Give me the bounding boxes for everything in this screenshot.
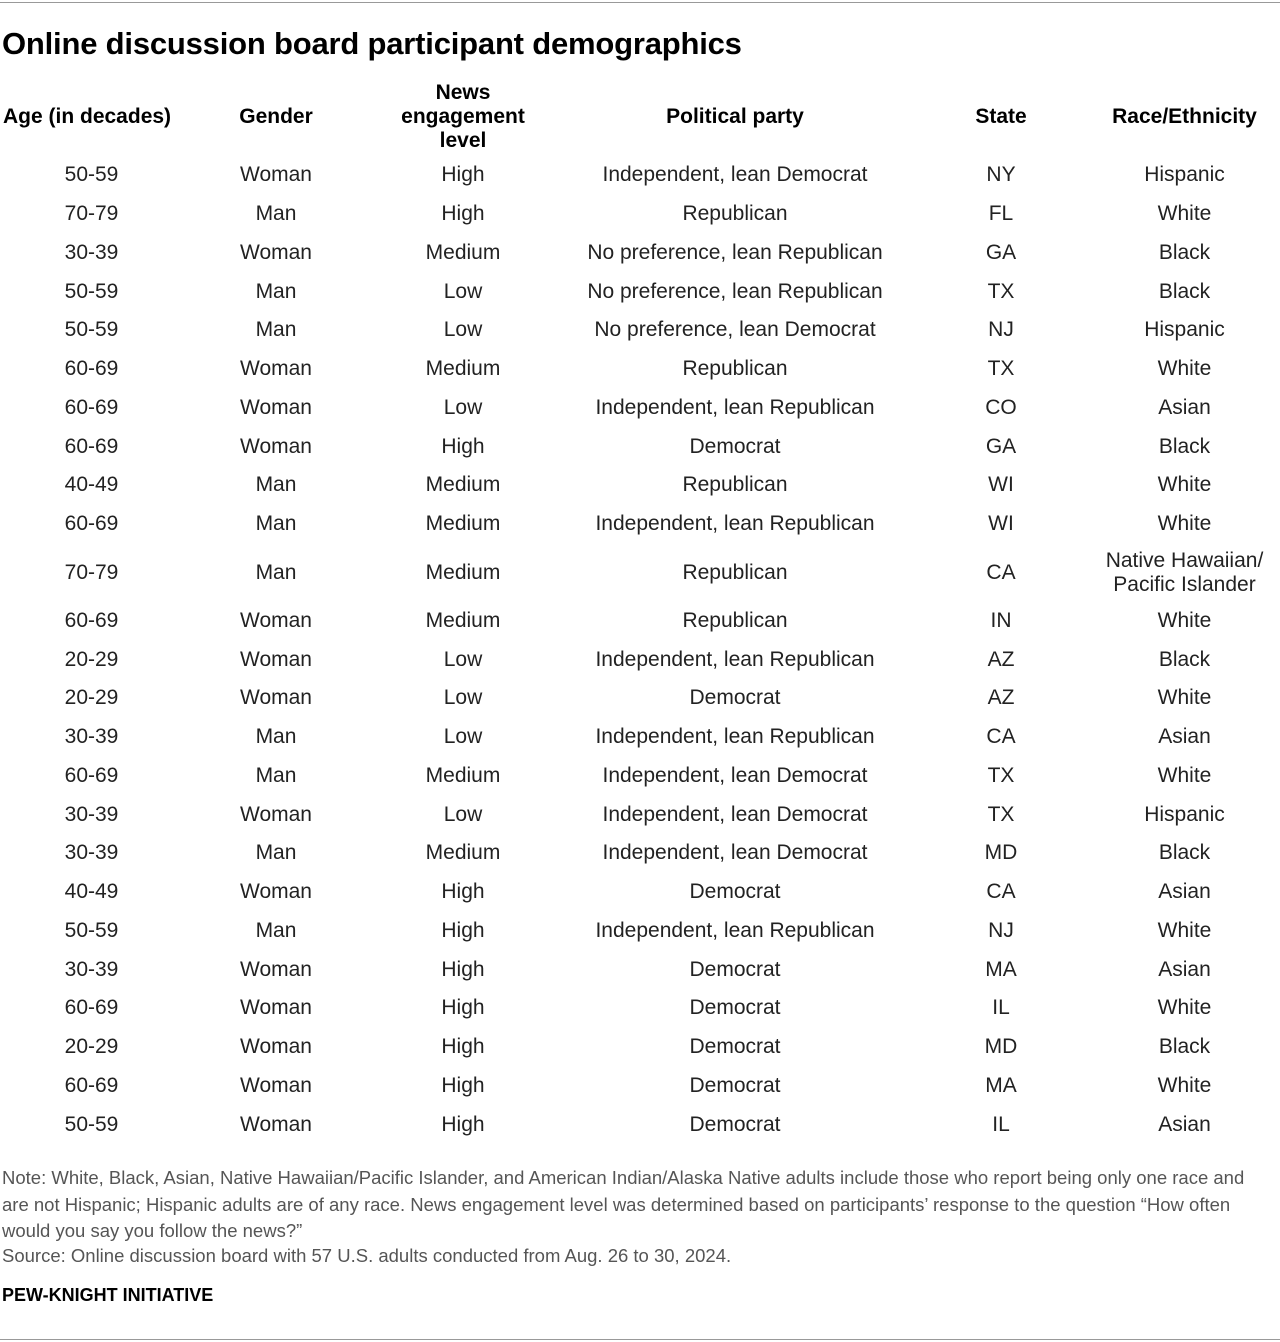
column-header-party: Political party (666, 105, 804, 128)
gender-cell: Woman (240, 686, 312, 710)
party-cell: Independent, lean Democrat (602, 841, 868, 865)
news-engagement-cell: High (441, 880, 485, 904)
column-header-news-engagement (369, 78, 557, 156)
party-cell: No preference, lean Republican (587, 279, 883, 303)
age-cell: 60-69 (64, 996, 119, 1020)
age-cell: 30-39 (64, 240, 119, 264)
gender-cell: Woman (240, 163, 312, 187)
age-cell: 30-39 (64, 802, 119, 826)
state-cell: TX (987, 802, 1015, 826)
column-header-race: Race/Ethnicity (1112, 105, 1257, 128)
gender-cell: Man (255, 918, 297, 942)
age-cell: 50-59 (64, 918, 119, 942)
age-cell: 60-69 (64, 763, 119, 787)
table-row (0, 234, 1280, 273)
age-cell: 20-29 (64, 647, 119, 671)
state-cell: MA (985, 1073, 1017, 1097)
news-engagement-cell: Low (443, 686, 483, 710)
party-cell: Democrat (689, 1073, 781, 1097)
column-header-gender: Gender (239, 105, 313, 128)
news-engagement-cell: Medium (425, 357, 501, 381)
state-cell: MA (985, 957, 1017, 981)
race-cell: White (1157, 996, 1212, 1020)
state-cell: WI (988, 512, 1014, 536)
party-cell: Democrat (689, 880, 781, 904)
party-cell: Independent, lean Democrat (602, 163, 868, 187)
table-row (0, 505, 1280, 544)
party-cell: Independent, lean Republican (595, 918, 875, 942)
state-cell: TX (987, 279, 1015, 303)
news-engagement-cell: High (441, 1112, 485, 1136)
age-cell: 30-39 (64, 725, 119, 749)
age-cell: 30-39 (64, 841, 119, 865)
state-cell: TX (987, 763, 1015, 787)
table-row (0, 602, 1280, 641)
party-cell: Republican (682, 357, 788, 381)
state-cell: AZ (987, 686, 1015, 710)
state-cell: WI (988, 473, 1014, 497)
age-cell: 60-69 (64, 357, 119, 381)
party-cell: Democrat (689, 434, 781, 458)
race-cell: Black (1158, 841, 1211, 865)
age-cell: 40-49 (64, 473, 119, 497)
age-cell: 70-79 (64, 202, 119, 226)
party-cell: No preference, lean Democrat (594, 318, 876, 342)
race-cell: White (1157, 763, 1212, 787)
age-cell: 20-29 (64, 1035, 119, 1059)
table-row (0, 873, 1280, 912)
race-cell: White (1157, 1073, 1212, 1097)
gender-cell: Woman (240, 957, 312, 981)
news-engagement-cell: High (441, 1035, 485, 1059)
table-row (0, 1105, 1280, 1144)
gender-cell: Woman (240, 996, 312, 1020)
age-cell: 60-69 (64, 608, 119, 632)
news-engagement-cell: Medium (425, 512, 501, 536)
news-engagement-cell: High (441, 434, 485, 458)
news-engagement-cell: Medium (425, 560, 501, 584)
bottom-rule (0, 1339, 1280, 1340)
age-cell: 40-49 (64, 880, 119, 904)
race-cell: Black (1158, 1035, 1211, 1059)
state-cell: IN (990, 608, 1012, 632)
table-row (0, 544, 1280, 602)
race-cell: Hispanic (1144, 163, 1225, 187)
race-cell: White (1157, 357, 1212, 381)
news-engagement-cell: Medium (425, 763, 501, 787)
table-row (0, 311, 1280, 350)
news-engagement-cell: Low (443, 802, 483, 826)
gender-cell: Woman (240, 240, 312, 264)
table-row (0, 1028, 1280, 1067)
gender-cell: Woman (240, 1073, 312, 1097)
news-engagement-cell: Medium (425, 473, 501, 497)
state-cell: NY (986, 163, 1016, 187)
news-engagement-cell: Low (443, 395, 483, 419)
table-row (0, 350, 1280, 389)
state-cell: GA (985, 240, 1017, 264)
news-engagement-cell: High (441, 202, 485, 226)
table-row (0, 272, 1280, 311)
news-engagement-cell: High (441, 163, 485, 187)
race-cell: Hispanic (1144, 318, 1225, 342)
news-engagement-cell: Medium (425, 841, 501, 865)
state-cell: MD (984, 1035, 1018, 1059)
party-cell: Independent, lean Republican (595, 512, 875, 536)
state-cell: GA (985, 434, 1017, 458)
gender-cell: Woman (240, 434, 312, 458)
party-cell: Democrat (689, 686, 781, 710)
race-cell-line1: Native Hawaiian/ (1105, 548, 1264, 572)
age-cell: 60-69 (64, 434, 119, 458)
table-row (0, 989, 1280, 1028)
gender-cell: Man (255, 512, 297, 536)
age-cell: 30-39 (64, 957, 119, 981)
gender-cell: Woman (240, 357, 312, 381)
race-cell: Black (1158, 240, 1211, 264)
race-cell: Black (1158, 434, 1211, 458)
party-cell: Independent, lean Republican (595, 647, 875, 671)
table-row (0, 718, 1280, 757)
state-cell: CA (986, 560, 1016, 584)
news-engagement-cell: Medium (425, 608, 501, 632)
race-cell: Black (1158, 647, 1211, 671)
age-cell: 60-69 (64, 512, 119, 536)
race-cell: White (1157, 512, 1212, 536)
table-row (0, 389, 1280, 428)
gender-cell: Woman (240, 647, 312, 671)
table-row (0, 912, 1280, 951)
state-cell: TX (987, 357, 1015, 381)
gender-cell: Man (255, 560, 297, 584)
gender-cell: Man (255, 202, 297, 226)
news-engagement-cell: Low (443, 318, 483, 342)
race-cell (1089, 544, 1280, 602)
age-cell: 60-69 (64, 395, 119, 419)
party-cell: No preference, lean Republican (587, 240, 883, 264)
state-cell: IL (992, 996, 1010, 1020)
state-cell: AZ (987, 647, 1015, 671)
race-cell: White (1157, 473, 1212, 497)
news-engagement-cell: High (441, 918, 485, 942)
party-cell: Independent, lean Republican (595, 395, 875, 419)
state-cell: CO (985, 395, 1017, 419)
footnote: Note: White, Black, Asian, Native Hawaiian/Pacific Islander, and American Indian/Alaska Native adults include those who report being only one race and are not Hispanic; Hispanic adults are of any race. News engagement level was determined based on participants’ response to the question “How often would you say you follow the news?” (2, 1167, 1245, 1241)
party-cell: Democrat (689, 1035, 781, 1059)
race-cell: Asian (1158, 395, 1211, 419)
state-cell: NJ (988, 918, 1014, 942)
race-cell: White (1157, 608, 1212, 632)
gender-cell: Man (255, 279, 297, 303)
gender-cell: Woman (240, 1112, 312, 1136)
gender-cell: Man (255, 841, 297, 865)
table-row (0, 834, 1280, 873)
gender-cell: Man (255, 725, 297, 749)
demographics-table (0, 78, 1280, 1144)
age-cell: 60-69 (64, 1073, 119, 1097)
state-cell: FL (988, 202, 1014, 226)
column-header-news-line3: level (439, 129, 487, 152)
party-cell: Democrat (689, 1112, 781, 1136)
news-engagement-cell: Medium (425, 240, 501, 264)
race-cell: Hispanic (1144, 802, 1225, 826)
race-cell: Asian (1158, 725, 1211, 749)
gender-cell: Woman (240, 395, 312, 419)
gender-cell: Woman (240, 1035, 312, 1059)
table-row (0, 640, 1280, 679)
race-cell: White (1157, 686, 1212, 710)
gender-cell: Man (255, 763, 297, 787)
table-row (0, 679, 1280, 718)
gender-cell: Woman (240, 802, 312, 826)
table-body (0, 156, 1280, 1144)
gender-cell: Woman (240, 880, 312, 904)
table-row (0, 427, 1280, 466)
table-row (0, 156, 1280, 195)
party-cell: Republican (682, 608, 788, 632)
table-row (0, 466, 1280, 505)
table-row (0, 1067, 1280, 1106)
age-cell: 70-79 (64, 560, 119, 584)
news-engagement-cell: Low (443, 647, 483, 671)
age-cell: 50-59 (64, 279, 119, 303)
state-cell: MD (984, 841, 1018, 865)
column-header-news-line1: News (435, 81, 491, 104)
age-cell: 20-29 (64, 686, 119, 710)
gender-cell: Man (255, 473, 297, 497)
state-cell: CA (986, 880, 1016, 904)
table-row (0, 950, 1280, 989)
column-header-state: State (975, 105, 1027, 128)
party-cell: Independent, lean Republican (595, 725, 875, 749)
news-engagement-cell: High (441, 957, 485, 981)
age-cell: 50-59 (64, 163, 119, 187)
table-header-row (0, 78, 1280, 156)
news-engagement-cell: High (441, 996, 485, 1020)
state-cell: CA (986, 725, 1016, 749)
news-engagement-cell: Low (443, 279, 483, 303)
news-engagement-cell: High (441, 1073, 485, 1097)
race-cell: Black (1158, 279, 1211, 303)
party-cell: Republican (682, 560, 788, 584)
party-cell: Independent, lean Democrat (602, 802, 868, 826)
page-title: Online discussion board participant demographics (2, 26, 742, 61)
state-cell: NJ (988, 318, 1014, 342)
brand-label: PEW-KNIGHT INITIATIVE (2, 1285, 214, 1305)
top-rule (0, 2, 1280, 3)
race-cell-line2: Pacific Islander (1113, 572, 1256, 596)
gender-cell: Man (255, 318, 297, 342)
table-row (0, 795, 1280, 834)
source-note: Source: Online discussion board with 57 U.S. adults conducted from Aug. 26 to 30, 2024. (2, 1245, 732, 1266)
column-header-age: Age (in decades) (3, 105, 172, 128)
column-header-news-line2: engagement (401, 105, 525, 128)
table-row (0, 757, 1280, 796)
state-cell: IL (992, 1112, 1010, 1136)
news-engagement-cell: Low (443, 725, 483, 749)
race-cell: Asian (1158, 1112, 1211, 1136)
gender-cell: Woman (240, 608, 312, 632)
age-cell: 50-59 (64, 318, 119, 342)
party-cell: Democrat (689, 957, 781, 981)
party-cell: Democrat (689, 996, 781, 1020)
party-cell: Republican (682, 202, 788, 226)
race-cell: Asian (1158, 957, 1211, 981)
age-cell: 50-59 (64, 1112, 119, 1136)
party-cell: Independent, lean Democrat (602, 763, 868, 787)
race-cell: White (1157, 202, 1212, 226)
party-cell: Republican (682, 473, 788, 497)
race-cell: White (1157, 918, 1212, 942)
table-row (0, 195, 1280, 234)
race-cell: Asian (1158, 880, 1211, 904)
